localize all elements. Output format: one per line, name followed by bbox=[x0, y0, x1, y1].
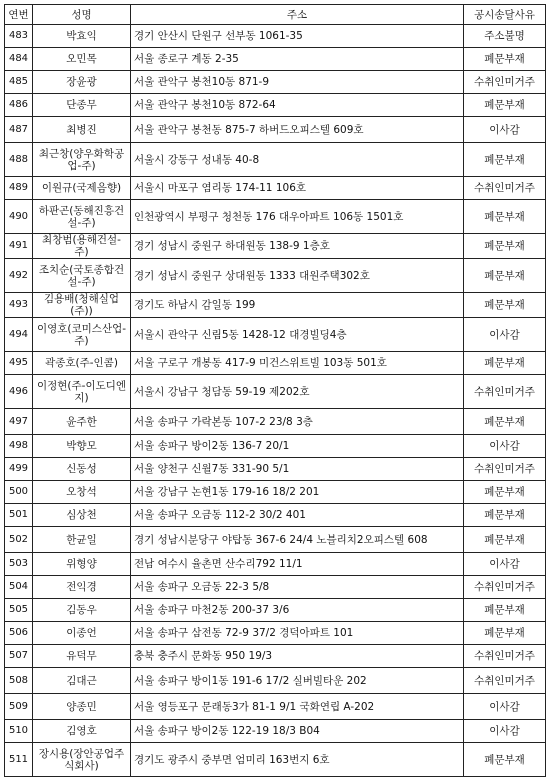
table-row bbox=[5, 25, 546, 48]
row-number: 494 bbox=[5, 318, 33, 352]
row-number: 483 bbox=[5, 25, 33, 48]
row-reason: 수취인미거주 bbox=[464, 576, 546, 599]
col-header-reason: 공시송달사유 bbox=[464, 5, 546, 25]
row-number: 497 bbox=[5, 409, 33, 435]
row-name: 유덕무 bbox=[33, 645, 131, 668]
row-name: 단종무 bbox=[33, 94, 131, 117]
row-reason: 폐문부재 bbox=[464, 527, 546, 553]
row-name: 오창석 bbox=[33, 481, 131, 504]
row-address: 서울 구로구 개봉동 417-9 미건스위트빌 103동 501호 bbox=[131, 352, 464, 375]
row-number: 496 bbox=[5, 375, 33, 409]
row-reason: 폐문부재 bbox=[464, 143, 546, 177]
table-row bbox=[5, 743, 546, 777]
row-number: 500 bbox=[5, 481, 33, 504]
row-reason: 폐문부재 bbox=[464, 259, 546, 293]
table-row bbox=[5, 694, 546, 720]
table-row bbox=[5, 48, 546, 71]
row-name: 박효익 bbox=[33, 25, 131, 48]
table-row bbox=[5, 71, 546, 94]
table-row bbox=[5, 117, 546, 143]
row-number: 505 bbox=[5, 599, 33, 622]
row-address: 경기도 광주시 중부면 엄미리 163번지 6호 bbox=[131, 743, 464, 777]
row-name: 조치순(국토종합건설-주) bbox=[33, 259, 131, 293]
table-row bbox=[5, 458, 546, 481]
row-reason: 폐문부재 bbox=[464, 94, 546, 117]
row-name: 김대근 bbox=[33, 668, 131, 694]
row-reason: 폐문부재 bbox=[464, 504, 546, 527]
table-row bbox=[5, 622, 546, 645]
row-number: 499 bbox=[5, 458, 33, 481]
row-reason: 이사감 bbox=[464, 694, 546, 720]
row-number: 484 bbox=[5, 48, 33, 71]
row-reason: 이사감 bbox=[464, 553, 546, 576]
table-row bbox=[5, 352, 546, 375]
row-reason: 수취인미거주 bbox=[464, 668, 546, 694]
row-reason: 폐문부재 bbox=[464, 200, 546, 234]
row-address: 전남 여수시 율촌면 산수리792 11/1 bbox=[131, 553, 464, 576]
row-name: 신동성 bbox=[33, 458, 131, 481]
table-row bbox=[5, 527, 546, 553]
row-address: 충북 충주시 문화동 950 19/3 bbox=[131, 645, 464, 668]
row-address: 경기 성남시분당구 야탑동 367-6 24/4 노블리치2오피스텔 608 bbox=[131, 527, 464, 553]
table-row bbox=[5, 645, 546, 668]
row-name: 한균일 bbox=[33, 527, 131, 553]
table-row bbox=[5, 143, 546, 177]
row-reason: 폐문부재 bbox=[464, 352, 546, 375]
row-address: 서울 송파구 마천2동 200-37 3/6 bbox=[131, 599, 464, 622]
table-row bbox=[5, 481, 546, 504]
row-address: 서울 영등포구 문래동3가 81-1 9/1 국화연립 A-202 bbox=[131, 694, 464, 720]
row-number: 498 bbox=[5, 435, 33, 458]
row-name: 양종민 bbox=[33, 694, 131, 720]
table-row bbox=[5, 409, 546, 435]
row-name: 장시용(장안공업주식회사) bbox=[33, 743, 131, 777]
table-row bbox=[5, 94, 546, 117]
row-address: 경기 안산시 단원구 선부동 1061-35 bbox=[131, 25, 464, 48]
row-number: 491 bbox=[5, 234, 33, 259]
row-address: 서울 관악구 봉천10동 872-64 bbox=[131, 94, 464, 117]
row-address: 경기 성남시 중원구 상대원동 1333 대원주택302호 bbox=[131, 259, 464, 293]
row-name: 하판곤(동해진흥건설-주) bbox=[33, 200, 131, 234]
row-name: 오민목 bbox=[33, 48, 131, 71]
row-reason: 수취인미거주 bbox=[464, 71, 546, 94]
row-name: 위형양 bbox=[33, 553, 131, 576]
row-address: 서울 양천구 신월7동 331-90 5/1 bbox=[131, 458, 464, 481]
row-number: 501 bbox=[5, 504, 33, 527]
table-row bbox=[5, 259, 546, 293]
col-header-name: 성명 bbox=[33, 5, 131, 25]
row-name: 이정현(주-이도디엔지) bbox=[33, 375, 131, 409]
row-number: 510 bbox=[5, 720, 33, 743]
row-reason: 폐문부재 bbox=[464, 409, 546, 435]
row-name: 김동우 bbox=[33, 599, 131, 622]
row-number: 509 bbox=[5, 694, 33, 720]
row-number: 508 bbox=[5, 668, 33, 694]
table-row bbox=[5, 375, 546, 409]
row-name: 윤주한 bbox=[33, 409, 131, 435]
row-name: 박향모 bbox=[33, 435, 131, 458]
table-row bbox=[5, 668, 546, 694]
row-number: 507 bbox=[5, 645, 33, 668]
row-address: 서울시 강동구 성내동 40-8 bbox=[131, 143, 464, 177]
row-address: 서울 송파구 방이2동 136-7 20/1 bbox=[131, 435, 464, 458]
row-name: 곽종호(주-인콤) bbox=[33, 352, 131, 375]
row-number: 490 bbox=[5, 200, 33, 234]
row-number: 485 bbox=[5, 71, 33, 94]
row-reason: 수취인미거주 bbox=[464, 375, 546, 409]
row-name: 이원규(국제음향) bbox=[33, 177, 131, 200]
table-row bbox=[5, 200, 546, 234]
row-number: 486 bbox=[5, 94, 33, 117]
row-name: 최창범(용해건설-주) bbox=[33, 234, 131, 259]
row-address: 서울 송파구 오금동 112-2 30/2 401 bbox=[131, 504, 464, 527]
row-number: 492 bbox=[5, 259, 33, 293]
service-notice-table bbox=[4, 4, 546, 777]
col-header-number: 연번 bbox=[5, 5, 33, 25]
row-address: 서울시 관악구 신림5동 1428-12 대경빌딩4층 bbox=[131, 318, 464, 352]
col-header-address: 주소 bbox=[131, 5, 464, 25]
row-reason: 폐문부재 bbox=[464, 743, 546, 777]
row-reason: 주소불명 bbox=[464, 25, 546, 48]
row-reason: 이사감 bbox=[464, 720, 546, 743]
row-address: 서울 종로구 계동 2-35 bbox=[131, 48, 464, 71]
table-row bbox=[5, 318, 546, 352]
row-reason: 폐문부재 bbox=[464, 234, 546, 259]
row-address: 서울 송파구 삼전동 72-9 37/2 경덕아파트 101 bbox=[131, 622, 464, 645]
row-number: 493 bbox=[5, 293, 33, 318]
table-row bbox=[5, 720, 546, 743]
row-number: 489 bbox=[5, 177, 33, 200]
row-number: 506 bbox=[5, 622, 33, 645]
row-address: 서울시 마포구 염리동 174-11 106호 bbox=[131, 177, 464, 200]
row-address: 서울시 강남구 청담동 59-19 제202호 bbox=[131, 375, 464, 409]
row-address: 인천광역시 부평구 청천동 176 대우아파트 106동 1501호 bbox=[131, 200, 464, 234]
row-address: 서울 송파구 방이2동 122-19 18/3 B04 bbox=[131, 720, 464, 743]
table-row bbox=[5, 504, 546, 527]
row-name: 최근창(양우화학공업-주) bbox=[33, 143, 131, 177]
row-reason: 폐문부재 bbox=[464, 481, 546, 504]
table-row bbox=[5, 177, 546, 200]
row-address: 경기도 하남시 감일동 199 bbox=[131, 293, 464, 318]
row-number: 511 bbox=[5, 743, 33, 777]
row-reason: 폐문부재 bbox=[464, 48, 546, 71]
table-row bbox=[5, 435, 546, 458]
row-name: 전익경 bbox=[33, 576, 131, 599]
row-address: 서울 강남구 논현1동 179-16 18/2 201 bbox=[131, 481, 464, 504]
table-row bbox=[5, 293, 546, 318]
row-reason: 이사감 bbox=[464, 435, 546, 458]
row-reason: 이사감 bbox=[464, 117, 546, 143]
row-reason: 수취인미거주 bbox=[464, 177, 546, 200]
table-header-row bbox=[5, 5, 546, 25]
row-name: 이영호(코미스산업-주) bbox=[33, 318, 131, 352]
row-reason: 폐문부재 bbox=[464, 293, 546, 318]
table-row bbox=[5, 576, 546, 599]
table-row bbox=[5, 234, 546, 259]
row-reason: 수취인미거주 bbox=[464, 458, 546, 481]
row-address: 경기 성남시 중원구 하대원동 138-9 1층호 bbox=[131, 234, 464, 259]
table-body bbox=[5, 25, 546, 777]
row-address: 서울 송파구 방이1동 191-6 17/2 실버빌타운 202 bbox=[131, 668, 464, 694]
row-number: 504 bbox=[5, 576, 33, 599]
row-reason: 폐문부재 bbox=[464, 599, 546, 622]
row-address: 서울 관악구 봉천동 875-7 하버드오피스텔 609호 bbox=[131, 117, 464, 143]
row-address: 서울 송파구 오금동 22-3 5/8 bbox=[131, 576, 464, 599]
table-row bbox=[5, 553, 546, 576]
row-number: 503 bbox=[5, 553, 33, 576]
row-number: 487 bbox=[5, 117, 33, 143]
row-number: 495 bbox=[5, 352, 33, 375]
row-name: 심상천 bbox=[33, 504, 131, 527]
row-name: 최병진 bbox=[33, 117, 131, 143]
row-name: 김영호 bbox=[33, 720, 131, 743]
row-reason: 수취인미거주 bbox=[464, 645, 546, 668]
row-address: 서울 송파구 가락본동 107-2 23/8 3층 bbox=[131, 409, 464, 435]
row-name: 김용배(청해실업(주)) bbox=[33, 293, 131, 318]
row-reason: 이사감 bbox=[464, 318, 546, 352]
row-address: 서울 관악구 봉천10동 871-9 bbox=[131, 71, 464, 94]
row-name: 장윤광 bbox=[33, 71, 131, 94]
table-row bbox=[5, 599, 546, 622]
row-number: 488 bbox=[5, 143, 33, 177]
row-reason: 폐문부재 bbox=[464, 622, 546, 645]
row-name: 이종언 bbox=[33, 622, 131, 645]
row-number: 502 bbox=[5, 527, 33, 553]
